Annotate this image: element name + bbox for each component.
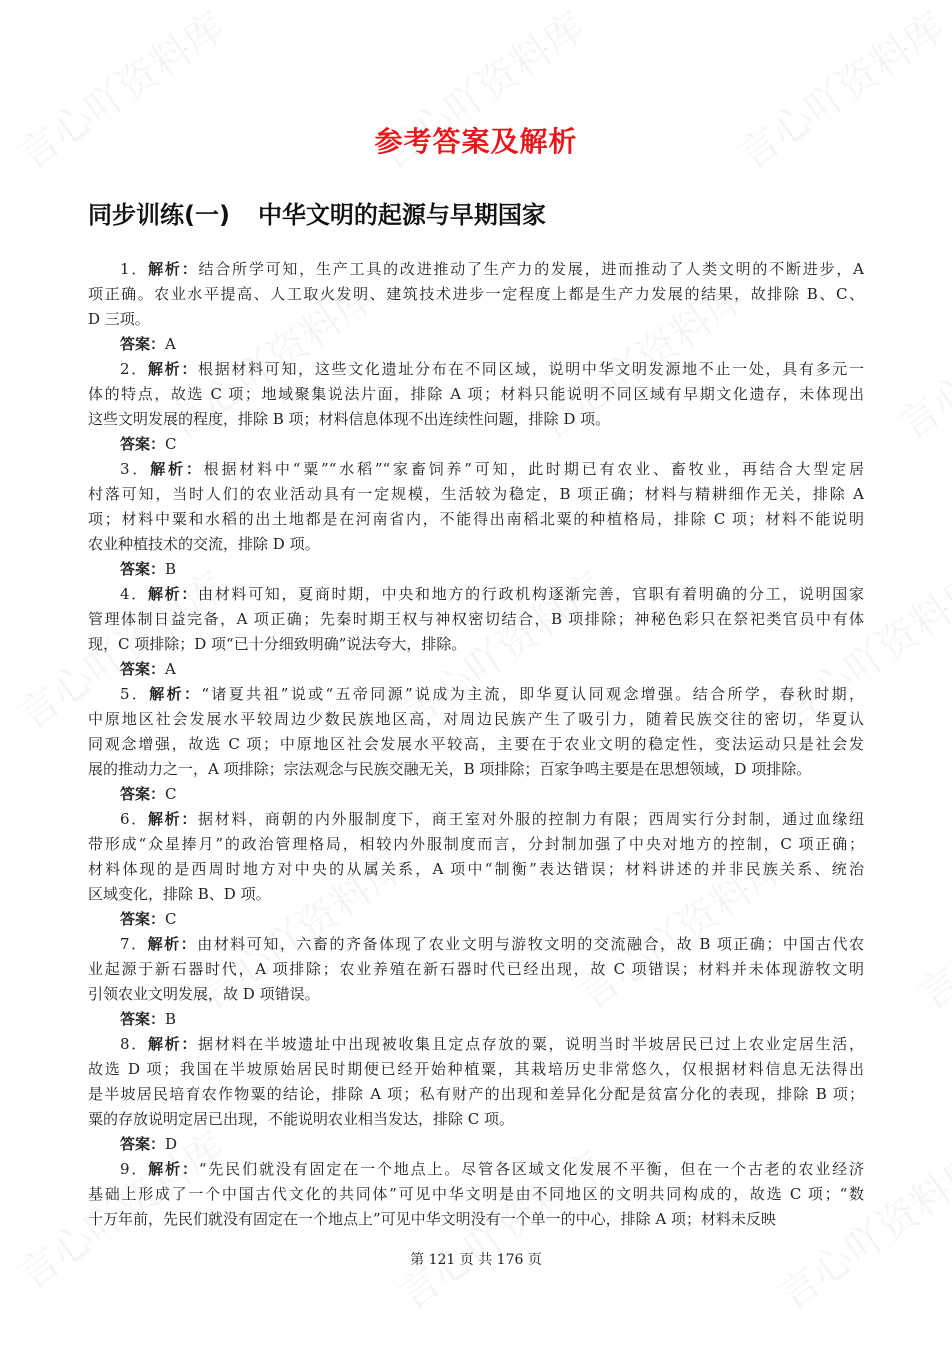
analysis-line	[88, 582, 864, 607]
analysis-label: 解析：	[150, 460, 204, 478]
answer-value: B	[165, 560, 177, 578]
answer-label: 答案：	[120, 335, 166, 353]
item-number: 6．	[120, 810, 148, 828]
item-number: 1．	[120, 260, 149, 278]
analysis-text: 展的推动力之一，A 项排除；宗法观念与民族交融无关，B 项排除；百家争鸣主要是在思想领域，D 项排除。	[88, 760, 812, 778]
answer-item	[88, 357, 864, 457]
analysis-text: 十万年前，先民们就没有固定在一个地点上”可见中华文明没有一个单一的中心，排除 A 项；材料未反映	[88, 1210, 777, 1228]
analysis-text: 由材料可知，夏商时期，中央和地方的行政机构逐渐完善，官职有着明确的分工，说明国家	[198, 585, 864, 603]
answer-line	[88, 1132, 864, 1157]
answer-line	[88, 657, 864, 682]
page-title: 参考答案及解析	[374, 125, 578, 158]
analysis-line	[88, 932, 864, 957]
analysis-label: 解析：	[148, 1160, 199, 1178]
section-label: 同步训练(一)	[88, 201, 230, 229]
answer-item	[88, 257, 864, 357]
watermark-text	[905, 836, 952, 1020]
answer-value: A	[165, 335, 176, 353]
analysis-line	[88, 707, 864, 732]
answer-value: C	[165, 785, 177, 803]
item-number: 8．	[120, 1035, 148, 1053]
analysis-text: 区域变化，排除 B、D 项。	[88, 885, 271, 903]
analysis-line	[88, 957, 864, 982]
analysis-text: 项正确。农业水平提高、人工取火发明、建筑技术进步一定程度上都是生产力发展的结果，故排除 B、C、	[88, 285, 864, 303]
answer-label: 答案：	[120, 910, 166, 928]
item-number: 2．	[120, 360, 148, 378]
answer-value: A	[165, 660, 176, 678]
item-number: 3．	[120, 460, 151, 478]
answer-item	[88, 682, 864, 807]
analysis-label: 解析：	[147, 360, 199, 378]
answer-value: C	[165, 910, 177, 928]
analysis-line	[88, 832, 864, 857]
analysis-text: 带形成“众星捧月”的政治管理格局，相较内外服制度而言，分封制加强了中央对地方的控制，C 项正确；	[88, 835, 864, 853]
answer-label: 答案：	[120, 785, 166, 803]
analysis-line	[88, 732, 864, 757]
analysis-line	[88, 807, 864, 832]
analysis-text: 是半坡居民培育农作物粟的结论，排除 A 项；私有财产的出现和差异化分配是贫富分化的表现，排除 B 项；	[88, 1085, 864, 1103]
analysis-text: 村落可知，当时人们的农业活动具有一定规模，生活较为稳定，B 项正确；材料与精耕细作无关，排除 A	[88, 485, 864, 503]
item-number: 9．	[120, 1160, 149, 1178]
analysis-label: 解析：	[147, 935, 198, 953]
analysis-label: 解析：	[147, 585, 199, 603]
analysis-label: 解析：	[147, 1035, 199, 1053]
analysis-line	[88, 1107, 864, 1132]
analysis-text: 结合所学可知，生产工具的改进推动了生产力的发展，进而推动了人类文明的不断进步，A	[198, 260, 864, 278]
answer-label: 答案：	[120, 435, 166, 453]
analysis-label: 解析：	[149, 685, 202, 703]
analysis-text: 现，C 项排除；D 项“已十分细致明确”说法夸大，排除。	[88, 635, 467, 653]
analysis-text: 材料体现的是西周时地方对中央的从属关系，A 项中“制衡”表达错误；材料讲述的并非民族关系、统治	[88, 860, 864, 878]
analysis-text: “先民们就没有固定在一个地点上。尽管各区域文化发展不平衡，但在一个古老的农业经济	[198, 1160, 864, 1178]
analysis-text: 管理体制日益完备，A 项正确；先秦时期王权与神权密切结合，B 项排除；神秘色彩只在祭祀类官员中有体	[88, 610, 864, 628]
answer-item	[88, 457, 864, 582]
answer-item	[88, 1157, 864, 1232]
answer-label: 答案：	[120, 660, 166, 678]
answer-item	[88, 932, 864, 1032]
analysis-line	[88, 407, 864, 432]
answer-line	[88, 782, 864, 807]
answer-label: 答案：	[120, 1135, 166, 1153]
analysis-line	[88, 357, 864, 382]
answer-line	[88, 557, 864, 582]
analysis-line	[88, 857, 864, 882]
analysis-line	[88, 382, 864, 407]
analysis-line	[88, 257, 864, 282]
answer-item	[88, 807, 864, 932]
analysis-line	[88, 457, 864, 482]
analysis-line	[88, 1032, 864, 1057]
analysis-text: 中原地区社会发展水平较周边少数民族地区高，对周边民族产生了吸引力，随着民族交往的密切，华夏认	[88, 710, 864, 728]
analysis-text: 业起源于新石器时代，A 项排除；农业养殖在新石器时代已经出现，故 C 项错误；材料并未体现游牧文明	[88, 960, 864, 978]
answer-label: 答案：	[120, 560, 166, 578]
answer-item	[88, 1032, 864, 1157]
analysis-line	[88, 757, 864, 782]
analysis-text: 同观念增强，故选 C 项；中原地区社会发展水平较高，主要在于农业文明的稳定性，变法运动只是社会发	[88, 735, 864, 753]
analysis-line	[88, 482, 864, 507]
analysis-line	[88, 1082, 864, 1107]
analysis-text: 故选 D 项；我国在半坡原始居民时期便已经开始种植粟，其栽培历史非常悠久，仅根据材料信息无法得出	[88, 1060, 864, 1078]
answer-value: C	[165, 435, 177, 453]
analysis-line	[88, 1207, 864, 1232]
analysis-text: 据材料在半坡遗址中出现被收集且定点存放的粟，说明当时半坡居民已过上农业定居生活，	[198, 1035, 864, 1053]
analysis-text: 由材料可知，六畜的齐备体现了农业文明与游牧文明的交流融合，故 B 项正确；中国古代农	[197, 935, 864, 953]
analysis-line	[88, 1182, 864, 1207]
analysis-line	[88, 532, 864, 557]
answer-item	[88, 582, 864, 682]
section-heading	[88, 195, 546, 230]
analysis-line	[88, 982, 864, 1007]
analysis-text: 据材料，商朝的内外服制度下，商王室对外服的控制力有限；西周实行分封制，通过血缘纽	[198, 810, 864, 828]
answer-value: D	[165, 1135, 178, 1153]
answer-line	[88, 332, 864, 357]
analysis-text: 粟的存放说明定居已出现，不能说明农业相当发达，排除 C 项。	[88, 1110, 515, 1128]
analysis-label: 解析：	[147, 810, 199, 828]
analysis-line	[88, 682, 864, 707]
analysis-text: 项；材料中粟和水稻的出土地都是在河南省内，不能得出南稻北粟的种植格局，排除 C 项；材料不能说明	[88, 510, 864, 528]
watermark-text	[885, 266, 952, 450]
answer-label: 答案：	[120, 1010, 166, 1028]
answer-line	[88, 1007, 864, 1032]
analysis-line	[88, 1157, 864, 1182]
answer-list	[88, 257, 864, 1232]
analysis-text: 体的特点，故选 C 项；地域聚集说法片面，排除 A 项；材料只能说明不同区域有早期文化遗存，未体现出	[88, 385, 864, 403]
analysis-label: 解析：	[148, 260, 199, 278]
analysis-line	[88, 307, 864, 332]
analysis-line	[88, 607, 864, 632]
analysis-text: “诸夏共祖”说或“五帝同源”说成为主流，即华夏认同观念增强。结合所学，春秋时期，	[201, 685, 864, 703]
analysis-text: 引领农业文明发展，故 D 项错误。	[88, 985, 320, 1003]
analysis-text: 根据材料中“粟”“水稻”“家畜饲养”可知，此时期已有农业、畜牧业，再结合大型定居	[203, 460, 864, 478]
analysis-text: 根据材料可知，这些文化遗址分布在不同区域，说明中华文明发源地不止一处，具有多元一	[198, 360, 864, 378]
section-name: 中华文明的起源与早期国家	[257, 201, 546, 229]
analysis-line	[88, 1057, 864, 1082]
page-footer: 第 121 页 共 176 页	[410, 1252, 542, 1268]
analysis-line	[88, 632, 864, 657]
item-number: 4．	[120, 585, 148, 603]
analysis-line	[88, 882, 864, 907]
analysis-text: 农业种植技术的交流，排除 D 项。	[88, 535, 320, 553]
analysis-text: 这些文明发展的程度，排除 B 项；材料信息体现不出连续性问题，排除 D 项。	[88, 410, 611, 428]
analysis-text: 基础上形成了一个中国古代文化的共同体”可见中华文明是由不同地区的文明共同构成的，故选 C 项；“数	[88, 1185, 864, 1203]
analysis-text: D 三项。	[88, 310, 150, 328]
item-number: 7．	[120, 935, 148, 953]
item-number: 5．	[120, 685, 150, 703]
answer-line	[88, 432, 864, 457]
analysis-line	[88, 507, 864, 532]
analysis-line	[88, 282, 864, 307]
answer-line	[88, 907, 864, 932]
answer-value: B	[165, 1010, 177, 1028]
